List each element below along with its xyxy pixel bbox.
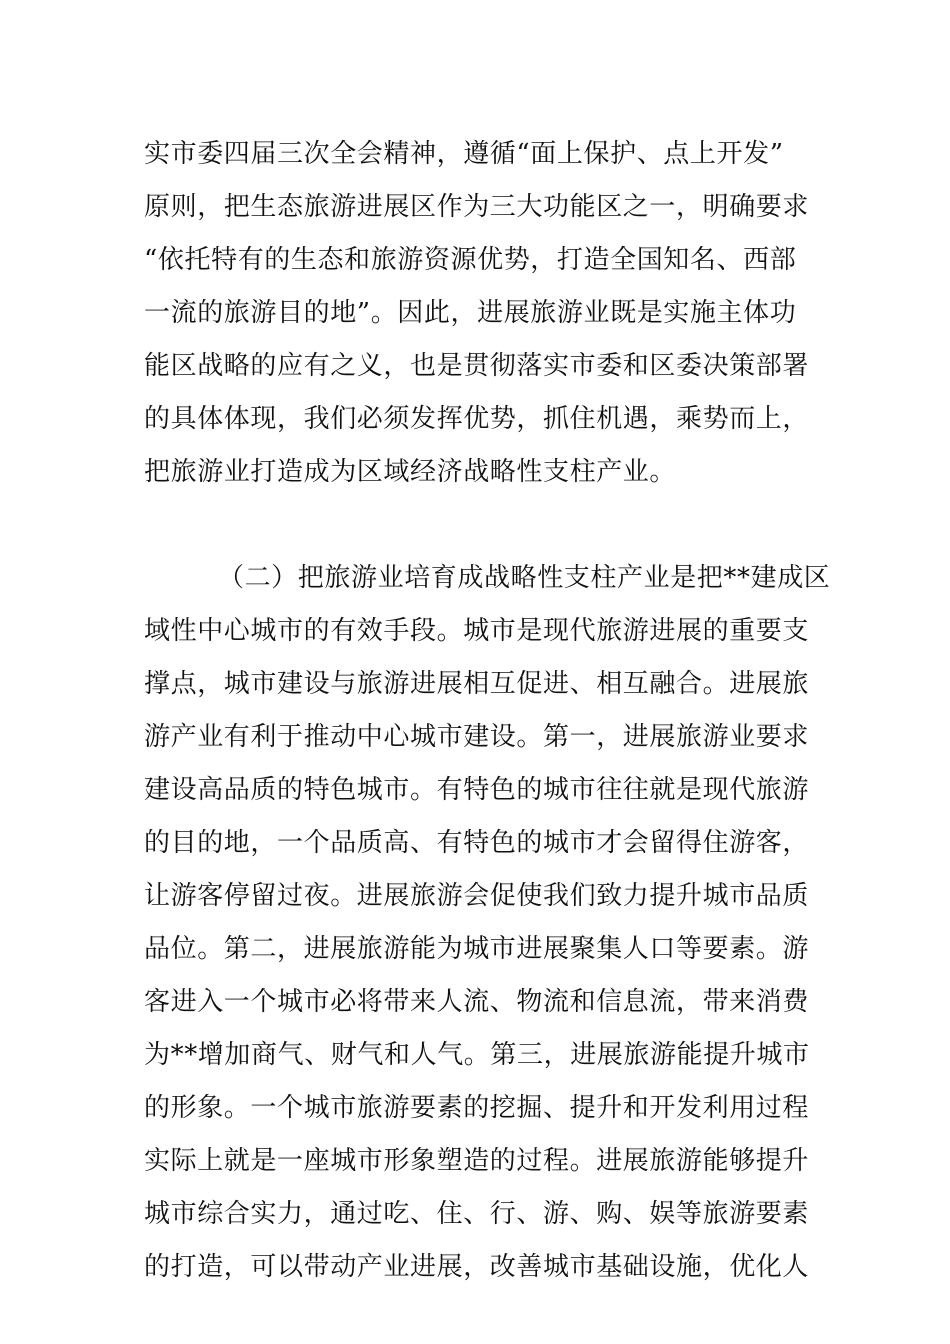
paragraph-line: 的形象。一个城市旅游要素的挖掘、提升和开发利用过程 — [144, 1093, 810, 1123]
paragraph-line: 让游客停留过夜。进展旅游会促使我们致力提升城市品质 — [144, 881, 810, 911]
paragraph-line: 品位。第二，进展旅游能为城市进展聚集人口等要素。游 — [144, 934, 810, 964]
paragraph-line: 建设高品质的特色城市。有特色的城市往往就是现代旅游 — [144, 775, 810, 805]
paragraph-line: 能区战略的应有之义，也是贯彻落实市委和区委决策部署 — [144, 351, 810, 381]
paragraph-line: 把旅游业打造成为区域经济战略性支柱产业。 — [144, 457, 677, 487]
paragraph-line: （二）把旅游业培育成战略性支柱产业是把**建成区 — [218, 563, 831, 593]
paragraph-line: 游产业有利于推动中心城市建设。第一，进展旅游业要求 — [144, 722, 810, 752]
paragraph-line: 实际上就是一座城市形象塑造的过程。进展旅游能够提升 — [144, 1146, 810, 1176]
paragraph-line: 实市委四届三次全会精神，遵循“面上保护、点上开发” — [144, 139, 784, 169]
paragraph-line: 的具体体现，我们必须发挥优势，抓住机遇，乘势而上， — [144, 404, 810, 434]
paragraph-line: 域性中心城市的有效手段。城市是现代旅游进展的重要支 — [144, 616, 810, 646]
paragraph-line: 撑点，城市建设与旅游进展相互促进、相互融合。进展旅 — [144, 669, 810, 699]
paragraph-line: “依托特有的生态和旅游资源优势，打造全国知名、西部 — [144, 245, 797, 275]
paragraph-line: 为**增加商气、财气和人气。第三，进展旅游能提升城市 — [144, 1040, 810, 1070]
paragraph-line: 城市综合实力，通过吃、住、行、游、购、娱等旅游要素 — [144, 1199, 810, 1229]
paragraph-line: 客进入一个城市必将带来人流、物流和信息流，带来消费 — [144, 987, 810, 1017]
paragraph-line: 一流的旅游目的地”。因此，进展旅游业既是实施主体功 — [144, 298, 797, 328]
paragraph-line: 的打造，可以带动产业进展，改善城市基础设施，优化人 — [144, 1252, 810, 1282]
paragraph-line: 原则，把生态旅游进展区作为三大功能区之一，明确要求 — [144, 192, 810, 222]
paragraph-line: 的目的地，一个品质高、有特色的城市才会留得住游客， — [144, 828, 810, 858]
